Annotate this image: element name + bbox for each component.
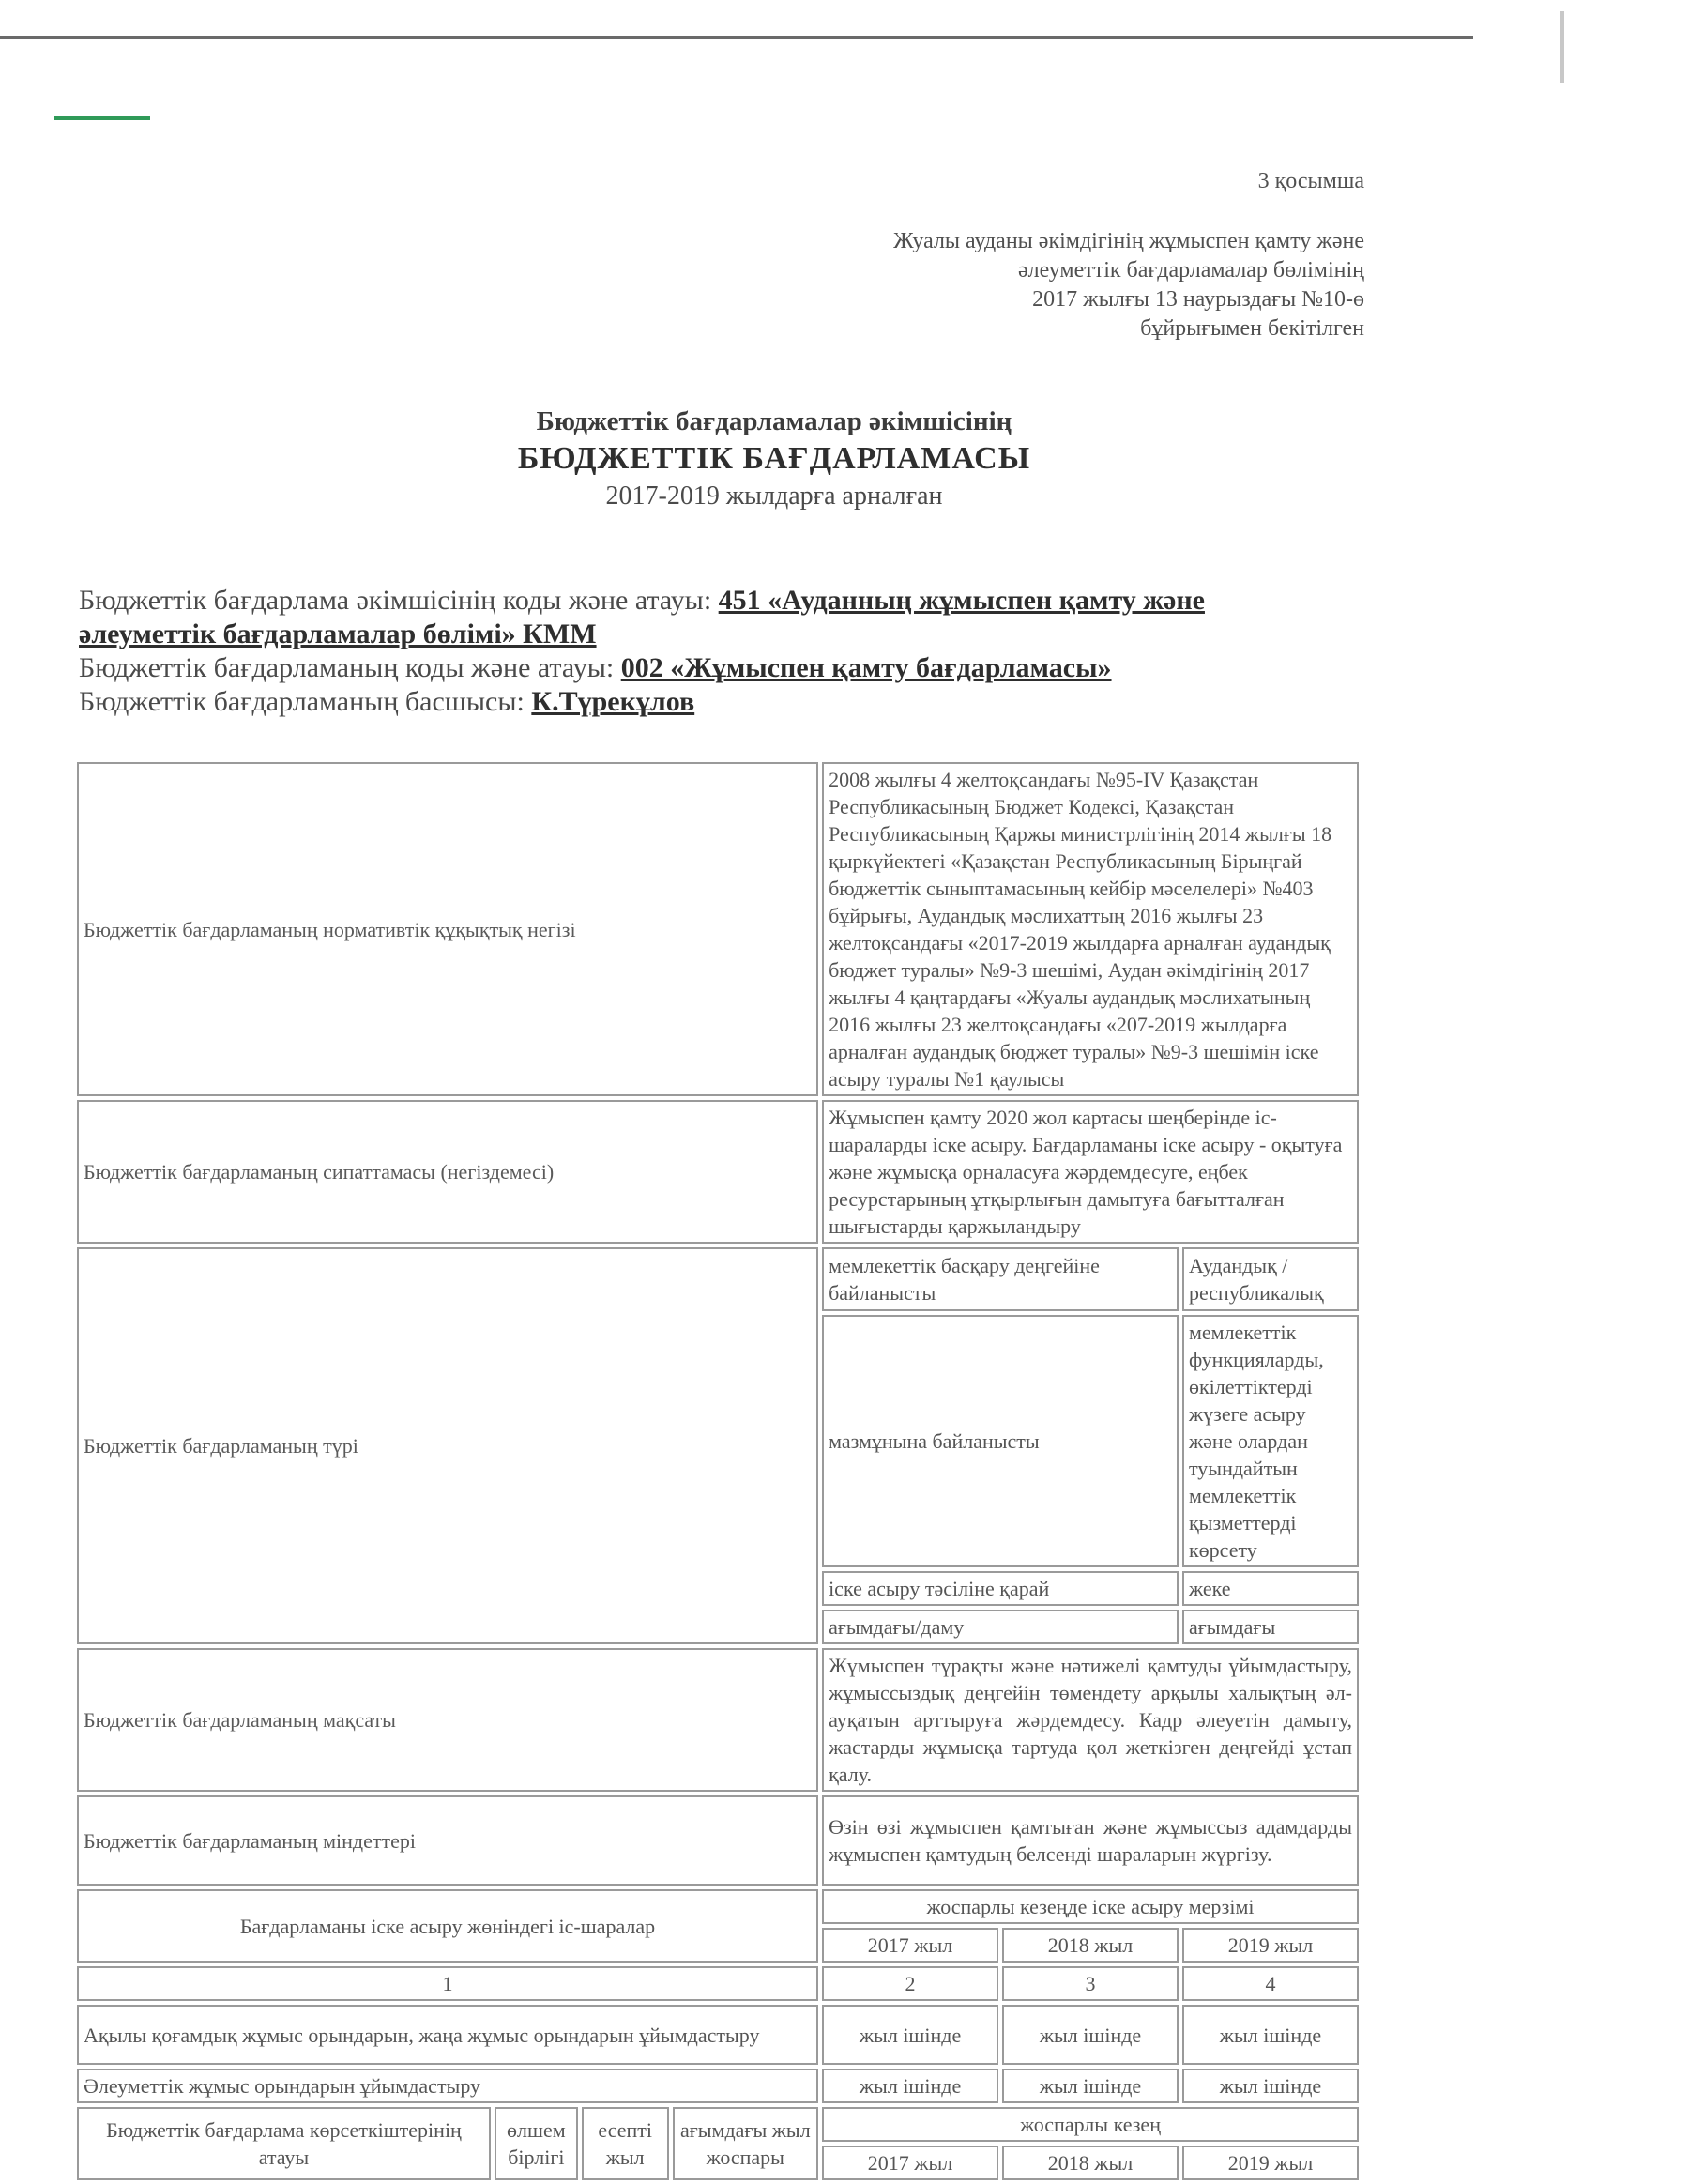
indicator-year: 2019 жыл [1182, 2146, 1359, 2180]
approval-line: әлеуметтік бағдарламалар бөлімінің [1018, 258, 1364, 283]
legal-basis-label: Бюджеттік бағдарламаның нормативтік құқықтық негізі [77, 762, 818, 1096]
tasks-label: Бюджеттік бағдарламаның міндеттері [77, 1795, 818, 1886]
type-value: ағымдағы [1182, 1610, 1359, 1644]
scan-right-mark [1560, 11, 1564, 83]
title-line-3: 2017-2019 жылдарға арналған [605, 481, 943, 511]
column-number: 1 [77, 1966, 818, 2001]
description-value: Жұмыспен қамту 2020 жол картасы шеңберінде іс-шараларды іске асыру. Бағдарламаны іске асыру - оқытуға және жұмысқа орналасуға жәрдемдесуге, еңбек ресурстарының ұтқырлығын дамытуға бағытталған шығыстарды қаржыландыру [822, 1100, 1359, 1244]
current-year-header: ағымдағы жыл жоспары [673, 2107, 818, 2180]
type-label: Бюджеттік бағдарламаның түрі [77, 1247, 818, 1644]
type-value: мемлекеттік функцияларды, өкілеттіктерді жүзеге асыру және олардан туындайтын мемлекеттік қызметтерді көрсету [1182, 1315, 1359, 1567]
head-info-line [79, 685, 1392, 719]
type-value: жеке [1182, 1571, 1359, 1606]
type-value: Аудандық / республикалық [1182, 1247, 1359, 1311]
goal-value: Жұмыспен тұрақты және нәтижелі қамтуды ұйымдастыру, жұмыссыздық деңгейін төмендету арқылы халықтың әл-ауқатын арттыруға жәрдемдесу. Кадр әлеуетін дамыту, жастарды жұмысқа тартуда қол жеткізген деңгейді ұстап қалу. [822, 1648, 1359, 1792]
program-label: Бюджеттік бағдарламаның коды және атауы: [79, 652, 621, 683]
program-info [79, 584, 1392, 719]
table-row [77, 1100, 1359, 1244]
planned-period-header: жоспарлы кезең [822, 2107, 1359, 2142]
approval-stamp-text [788, 227, 1364, 344]
admin-info-cont [79, 618, 1392, 651]
table-row [77, 1247, 1359, 1311]
goal-label: Бюджеттік бағдарламаның мақсаты [77, 1648, 818, 1792]
column-number: 3 [1002, 1966, 1179, 2001]
column-number: 2 [822, 1966, 998, 2001]
head-label: Бюджеттік бағдарламаның басшысы: [79, 686, 532, 717]
unit-header: өлшем бірлігі [495, 2107, 578, 2180]
scan-top-edge [0, 36, 1473, 39]
measure-term: жыл ішінде [1002, 2069, 1179, 2103]
program-value: 002 «Жұмыспен қамту бағдарламасы» [620, 652, 1112, 683]
title-line-2: БЮДЖЕТТІК БАҒДАРЛАМАСЫ [517, 441, 1031, 476]
column-number: 4 [1182, 1966, 1359, 2001]
type-key: ағымдағы/даму [822, 1610, 1179, 1644]
program-info-line [79, 651, 1392, 685]
admin-info [79, 584, 1392, 618]
admin-label: Бюджеттік бағдарлама әкімшісінің коды және атауы: [79, 585, 719, 616]
indicator-year: 2018 жыл [1002, 2146, 1179, 2180]
measure-term: жыл ішінде [822, 2069, 998, 2103]
year-header: 2019 жыл [1182, 1928, 1359, 1963]
table-row [77, 2069, 1359, 2103]
year-header: 2017 жыл [822, 1928, 998, 1963]
report-year-header: есепті жыл [582, 2107, 669, 2180]
table-row [77, 1795, 1359, 1886]
title-line-1: Бюджеттік бағдарламалар әкімшісінің [536, 406, 1012, 436]
approval-line: 2017 жылғы 13 наурыздағы №10-ө [1032, 287, 1364, 312]
table-row [77, 1966, 1359, 2001]
admin-value: 451 «Ауданның жұмыспен қамту және [718, 585, 1205, 616]
type-key: мазмұнына байланысты [822, 1315, 1179, 1567]
indicator-name-header: Бюджеттік бағдарлама көрсеткіштерінің атауы [77, 2107, 491, 2180]
measures-header: Бағдарламаны іске асыру жөніндегі іс-шаралар [77, 1889, 818, 1963]
admin-value-cont: әлеуметтік бағдарламалар бөлімі» КММ [79, 619, 597, 649]
head-value: К.Түрекұлов [531, 686, 695, 717]
description-label: Бюджеттік бағдарламаның сипаттамасы (негіздемесі) [77, 1100, 818, 1244]
measure-term: жыл ішінде [1002, 2005, 1179, 2065]
table-row [77, 1889, 1359, 1924]
table-row [77, 1648, 1359, 1792]
tasks-value: Өзін өзі жұмыспен қамтыған және жұмыссыз адамдарды жұмыспен қамтудың белсенді шараларын жүргізу. [822, 1795, 1359, 1886]
measure-name: Әлеуметтік жұмыс орындарын ұйымдастыру [77, 2069, 818, 2103]
approval-line: Жуалы ауданы әкімдігінің жұмыспен қамту және [893, 229, 1364, 253]
document-title [0, 404, 1548, 514]
approval-line: бұйрығымен бекітілген [1140, 316, 1364, 341]
indicator-year: 2017 жыл [822, 2146, 998, 2180]
type-key: мемлекеттік басқару деңгейіне байланысты [822, 1247, 1179, 1311]
green-marker-stroke [54, 116, 150, 120]
table-row [77, 2107, 1359, 2142]
legal-basis-value: 2008 жылғы 4 желтоқсандағы №95-IV Қазақстан Республикасының Бюджет Кодексі, Қазақстан Республикасының Қаржы министрлігінің 2014 жылғы 18 қыркүйектегі «Қазақстан Республикасының Бірыңғай бюджеттік сыныптамасының кейбір мәселелері» №403 бұйрығы, Аудандық мәслихаттың 2016 жылғы 23 желтоқсандағы «2017-2019 жылдарға арналған аудандық бюджет туралы» №9-3 шешімі, Аудан әкімдігінің 2017 жылғы 4 қаңтардағы «Жуалы аудандық мәслихатының 2016 жылғы 23 желтоқсандағы «207-2019 жылдарға арналған аудандық бюджет туралы» №9-3 шешімін іске асыру туралы №1 қаулысы [822, 762, 1359, 1096]
measure-term: жыл ішінде [822, 2005, 998, 2065]
measure-term: жыл ішінде [1182, 2069, 1359, 2103]
table-row [77, 2005, 1359, 2065]
measure-name: Ақылы қоғамдық жұмыс орындарын, жаңа жұмыс орындарын ұйымдастыру [77, 2005, 818, 2065]
program-table [73, 758, 1362, 2184]
measures-period-header: жоспарлы кезеңде іске асыру мерзімі [822, 1889, 1359, 1924]
year-header: 2018 жыл [1002, 1928, 1179, 1963]
table-row [77, 762, 1359, 1096]
measure-term: жыл ішінде [1182, 2005, 1359, 2065]
appendix-number: 3 қосымша [1257, 169, 1364, 193]
type-key: іске асыру тәсіліне қарай [822, 1571, 1179, 1606]
